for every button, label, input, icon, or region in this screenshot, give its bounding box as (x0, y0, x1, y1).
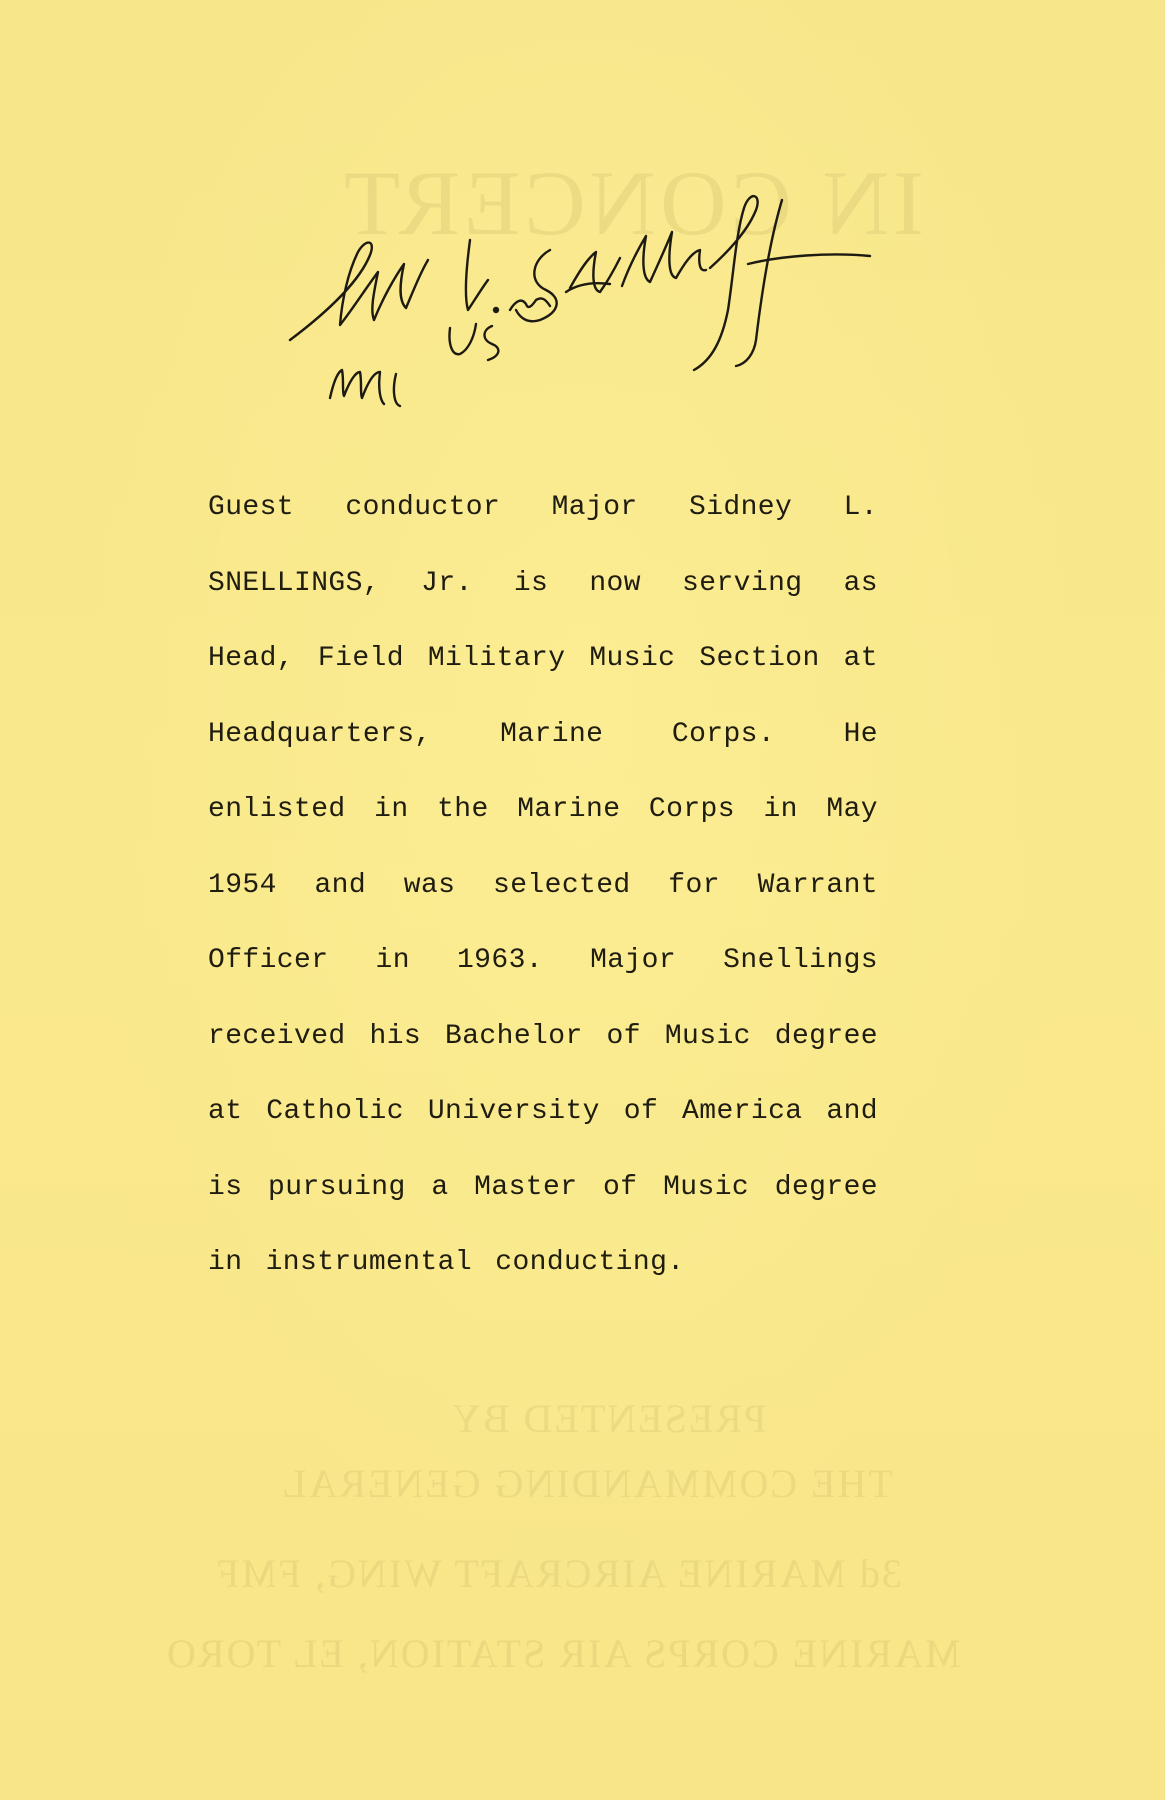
biography-paragraph: Guest conductor Major Sidney L. SNELLINGS, Jr. is now serving as Head, Field Military Music Section at Headquarters, Marine Corps. He enlisted in the Marine Corps in May 1954 and was selected for Warrant Officer in 1963. Major Snellings received his Bachelor of Music degree at Catholic University of America and is pursuing a Master of Music degree in instrumental conducting. (208, 492, 878, 1278)
reverse-side-bleed-general: THE COMMANDING GENERAL (280, 1461, 893, 1506)
reverse-side-bleed-presented: PRESENTED BY (450, 1396, 767, 1441)
handwritten-signature (270, 160, 890, 420)
reverse-side-bleed-title: IN CONCERT (340, 152, 924, 254)
reverse-side-bleed-station: MARINE CORPS AIR STATION, EL TORO (165, 1631, 961, 1676)
reverse-side-bleed-wing: 3d MARINE AIRCRAFT WING, FMF (215, 1551, 902, 1596)
